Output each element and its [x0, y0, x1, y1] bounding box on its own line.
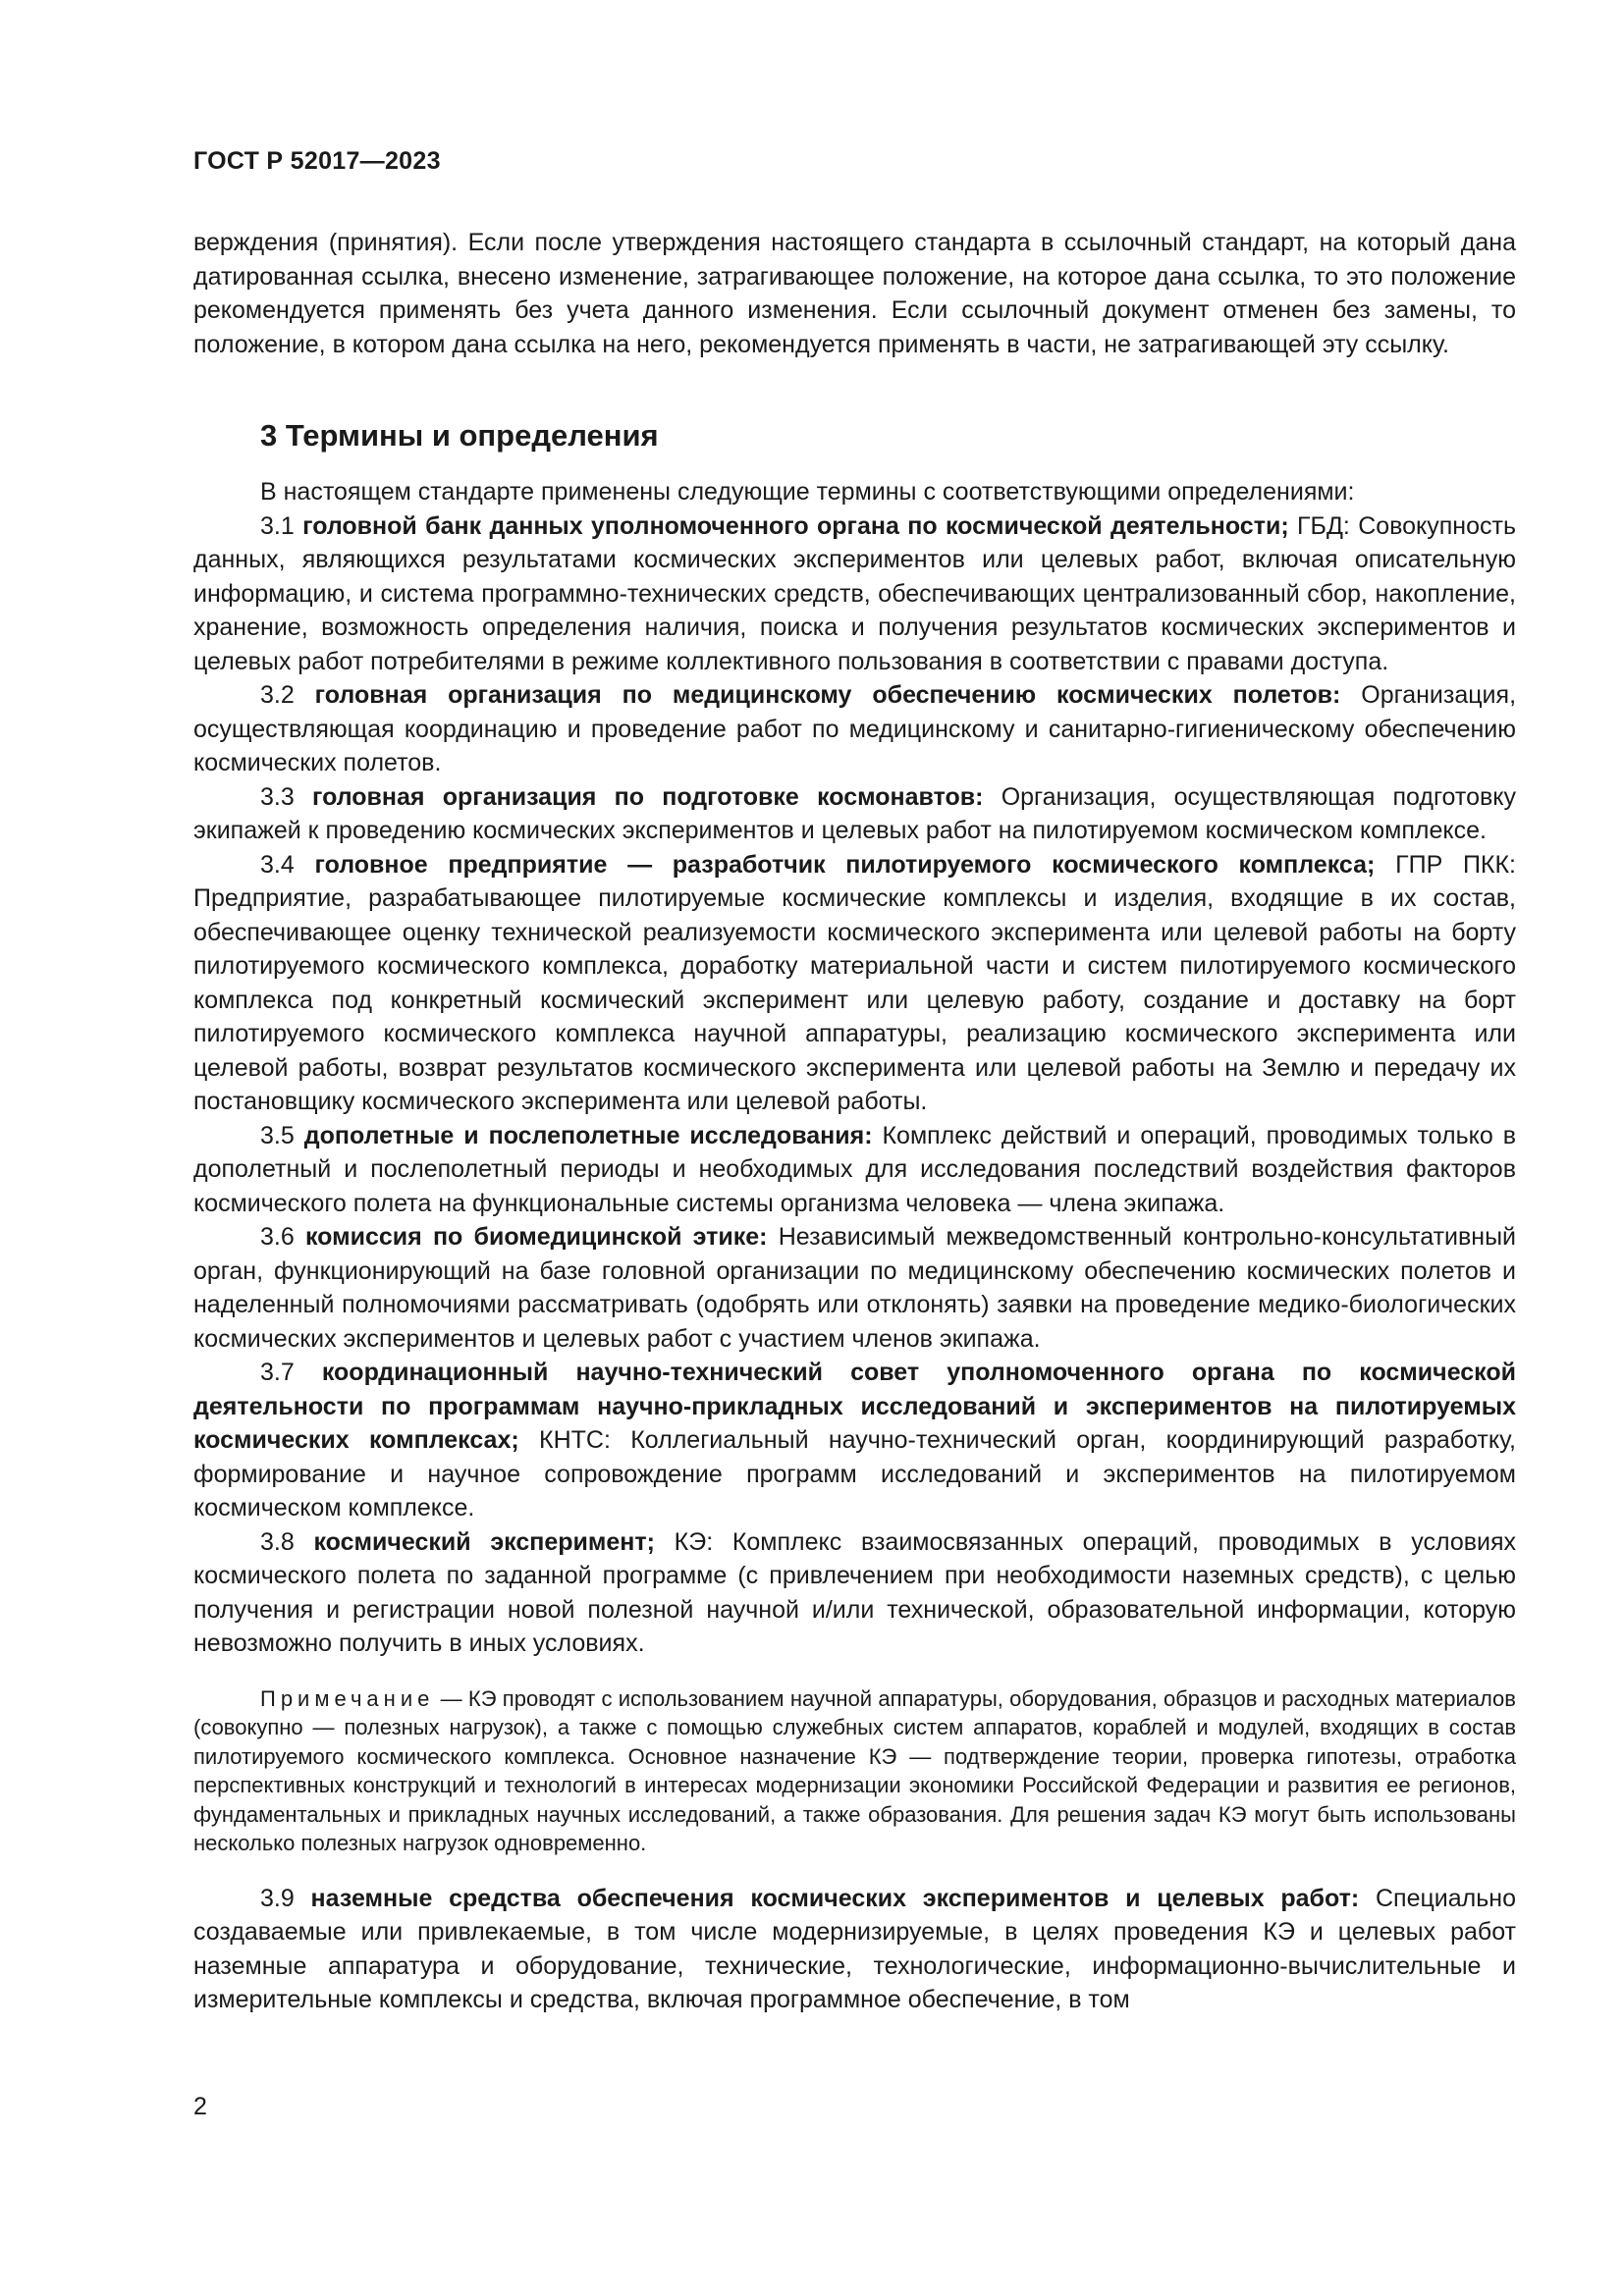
- note-label: Примечание: [260, 1685, 435, 1711]
- note-paragraph: [193, 1684, 1516, 1858]
- document-header: ГОСТ Р 52017—2023: [193, 147, 441, 175]
- term-3-2: [193, 678, 1516, 780]
- section-title: 3 Термины и определения: [260, 418, 659, 453]
- document-body: [193, 226, 1516, 2017]
- intro-paragraph: верждения (принятия). Если после утверждения настоящего стандарта в ссылочный стандарт, на который дана датированная ссылка, внесено изменение, затрагивающее положение, на которое дана ссылка, то это положение рекомендуется применять без учета данного изменения. Если ссылочный документ отменен без замены, то положение, в котором дана ссылка на него, рекомендуется применять в части, не затрагивающей эту ссылку.: [193, 229, 1516, 358]
- term-definition: Комплекс действий и операций, проводимых только в дополетный и послеполетный периоды и необходимых для исследования последствий воздействия факторов космического полета на функциональные системы организма человека — члена экипажа.: [193, 1121, 1516, 1217]
- term-definition: Специально создаваемые или привлекаемые, в том числе модернизируемые, в целях проведения КЭ и целевых работ наземные аппаратура и оборудование, технические, технологические, информационно-вычислительные и измерительные комплексы и средства, включая программное обеспечение, в том: [193, 1884, 1516, 2013]
- term-number: 3.9: [260, 1884, 295, 1912]
- term-name: головная организация по медицинскому обеспечению космических полетов:: [314, 681, 1341, 709]
- term-definition: Организация, осуществляющая подготовку экипажей к проведению космических экспериментов и целевых работ на пилотируемом космическом комплексе.: [193, 782, 1516, 844]
- term-name: координационный научно-технический совет уполномоченного органа по космической деятельности по программам научно-прикладных исследований и экспериментов на пилотируемых космических комплексах;: [193, 1359, 1516, 1454]
- term-number: 3.4: [260, 850, 295, 879]
- term-definition: КНТС: Коллегиальный научно-технический орган, координирующий разработку, формирование и научное сопровождение программ исследований и экспериментов на пилотируемом космическом комплексе.: [193, 1426, 1517, 1522]
- term-number: 3.3: [260, 782, 295, 811]
- term-number: 3.5: [260, 1121, 295, 1149]
- term-3-3: [193, 780, 1516, 848]
- term-definition: ГБД: Совокупность данных, являющихся результатами космических экспериментов или целевых работ, включая описательную информацию, и система программно-технических средств, обеспечивающих централизованный сбор, накопление, хранение, возможность определения наличия, поиска и получения результатов космических экспериментов и целевых работ потребителями в режиме коллективного пользования в соответствии с правами доступа.: [193, 511, 1516, 675]
- term-name: головной банк данных уполномоченного органа по космической деятельности;: [302, 511, 1289, 540]
- term-3-9: [193, 1882, 1516, 2017]
- term-number: 3.8: [260, 1527, 295, 1556]
- term-name: комиссия по биомедицинской этике:: [304, 1223, 768, 1251]
- term-number: 3.6: [260, 1223, 295, 1251]
- term-definition: КЭ: Комплекс взаимосвязанных операций, проводимых в условиях космического полета по заданной программе (с привлечением при необходимости наземных средств), с целью получения и регистрации новой полезной научной и/или технической, образовательной информации, которую невозможно получить в иных условиях.: [193, 1527, 1517, 1657]
- term-definition: ГПР ПКК: Предприятие, разрабатывающее пилотируемые космические комплексы и изделия, входящие в их состав, обеспечивающее оценку технической реализуемости космического эксперимента или целевой работы на борту пилотируемого космического комплекса, доработку материальной части и систем пилотируемого космического комплекса под конкретный космический эксперимент или целевую работу, создание и доставку на борт пилотируемого космического комплекса научной аппаратуры, реализацию космического эксперимента или целевой работы, возврат результатов космического эксперимента или целевой работы на Землю и передачу их постановщику космического эксперимента или целевой работы.: [193, 850, 1517, 1115]
- term-3-7: [193, 1356, 1516, 1525]
- term-3-4: [193, 848, 1516, 1119]
- note-text: — КЭ проводят с использованием научной аппаратуры, оборудования, образцов и расходных материалов (совокупно — полезных нагрузок), а также с помощью служебных систем аппаратов, кораблей и модулей, входящих в состав пилотируемого космического комплекса. Основное назначение КЭ — подтверждение теории, проверка гипотезы, отработка перспективных конструкций и технологий в интересах модернизации экономики Российской Федерации и развития ее регионов, фундаментальных и прикладных научных исследований, а также образования. Для решения задач КЭ могут быть использованы несколько полезных нагрузок одновременно.: [193, 1685, 1516, 1855]
- term-definition: Организация, осуществляющая координацию и проведение работ по медицинскому и санитарно-гигиеническому обеспечению космических полетов.: [193, 681, 1517, 776]
- term-3-6: [193, 1220, 1516, 1356]
- term-name: головное предприятие — разработчик пилотируемого космического комплекса;: [314, 850, 1376, 879]
- term-name: дополетные и послеполетные исследования:: [303, 1121, 873, 1149]
- term-definition: Независимый межведомственный контрольно-консультативный орган, функционирующий на базе головной организации по медицинскому обеспечению космических полетов и наделенный полномочиями рассматривать (одобрять или отклонять) заявки на проведение медико-биологических космических экспериментов и целевых работ с участием членов экипажа.: [193, 1223, 1517, 1353]
- term-number: 3.7: [260, 1359, 295, 1386]
- term-number: 3.1: [260, 511, 295, 540]
- page-number: 2: [193, 2093, 207, 2120]
- term-3-1: [193, 509, 1516, 679]
- term-3-8: [193, 1525, 1516, 1661]
- term-name: космический эксперимент;: [313, 1527, 655, 1556]
- term-number: 3.2: [260, 681, 295, 709]
- section-lead: В настоящем стандарте применены следующие термины с соответствующими определениями:: [260, 478, 1355, 506]
- term-3-5: [193, 1119, 1516, 1221]
- term-name: наземные средства обеспечения космических экспериментов и целевых работ:: [310, 1884, 1360, 1912]
- term-name: головная организация по подготовке космонавтов:: [312, 782, 984, 811]
